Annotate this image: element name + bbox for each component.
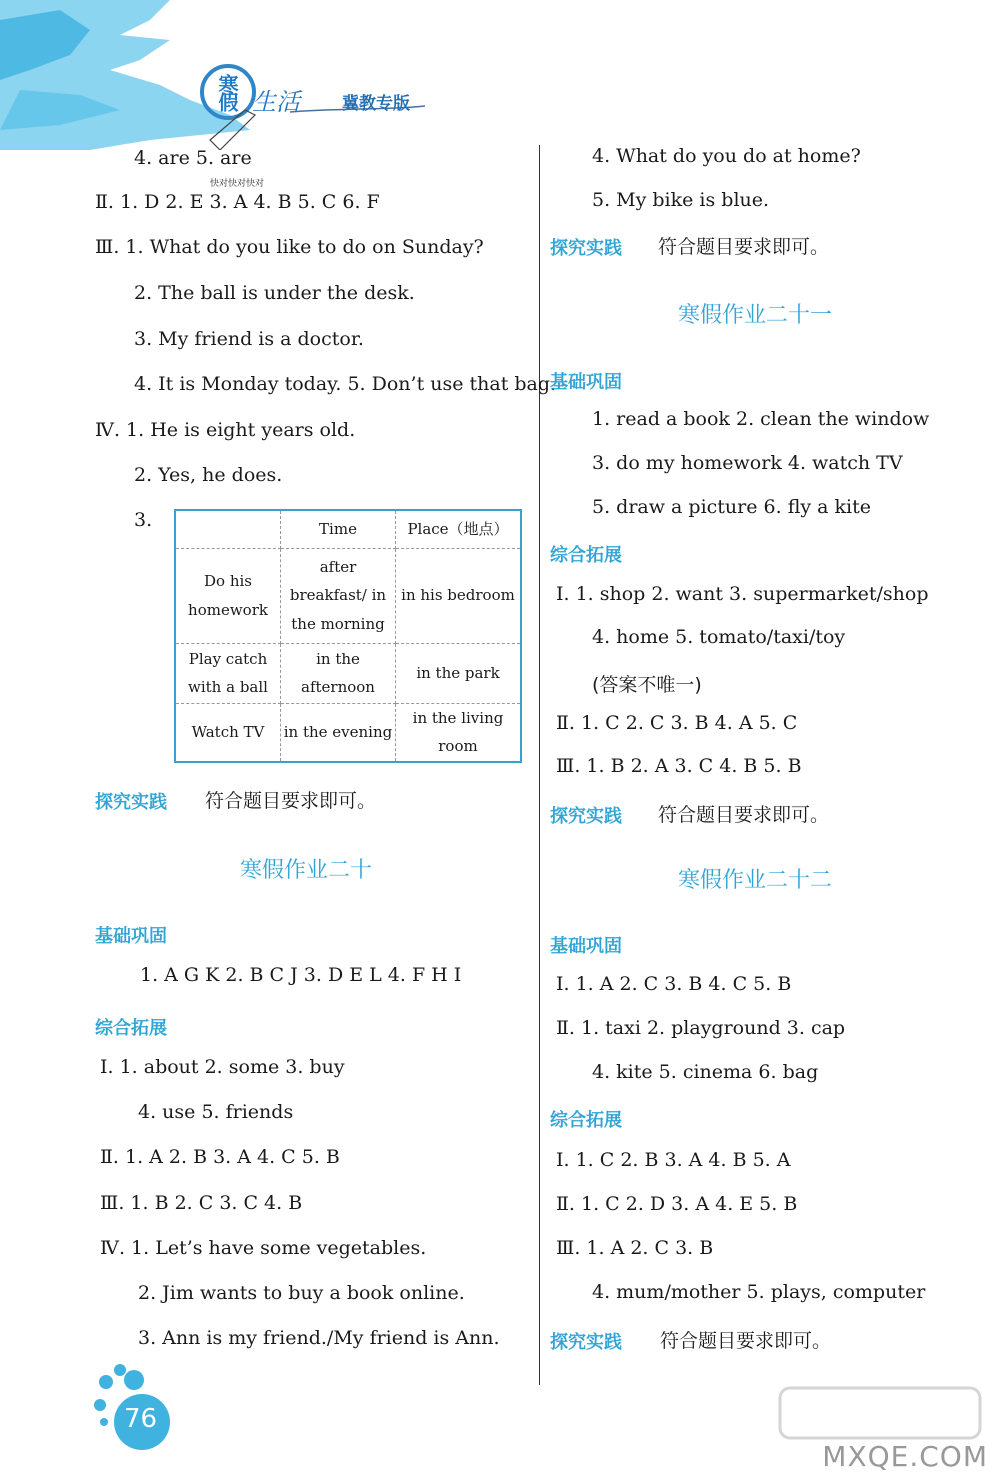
practice-label: 探究实践 xyxy=(550,1332,622,1353)
answer-line: Ⅰ. 1. A 2. C 3. B 4. C 5. B xyxy=(556,973,792,995)
answer-line: 2. Yes, he does. xyxy=(134,464,283,486)
table-cell: Watch TV xyxy=(175,703,281,762)
expand-label: 综合拓展 xyxy=(95,1018,167,1039)
practice-text: 符合题目要求即可。 xyxy=(205,790,377,812)
answer-line: 4. What do you do at home? xyxy=(592,145,861,167)
practice-label: 探究实践 xyxy=(550,806,622,827)
answer-line: 1. read a book 2. clean the window xyxy=(592,408,930,430)
page-number: 76 xyxy=(124,1404,158,1434)
answer-note: (答案不唯一) xyxy=(592,674,702,696)
table-cell: after breakfast/ in the morning xyxy=(281,548,396,643)
table-cell: in the evening xyxy=(281,703,396,762)
answer-line: Ⅲ. 1. B 2. C 3. C 4. B xyxy=(100,1192,303,1214)
schedule-table xyxy=(174,509,522,763)
table-cell: in his bedroom xyxy=(396,548,522,643)
answer-line: 2. Jim wants to buy a book online. xyxy=(138,1282,465,1304)
table-cell: in the park xyxy=(396,643,522,703)
column-divider xyxy=(539,145,540,1385)
answer-line: 5. draw a picture 6. fly a kite xyxy=(592,496,871,518)
answer-line: 4. are 5. are xyxy=(134,147,252,169)
watermark-text: MXQE.COM xyxy=(822,1440,988,1473)
answer-line: Ⅱ. 1. taxi 2. playground 3. cap xyxy=(556,1017,846,1039)
answer-line: 3. xyxy=(134,509,153,531)
answer-line: 3. Ann is my friend./My friend is Ann. xyxy=(138,1327,500,1349)
answer-line: 3. My friend is a doctor. xyxy=(134,328,364,350)
table-header-cell: Place（地点） xyxy=(396,510,522,548)
answer-line: 3. do my homework 4. watch TV xyxy=(592,452,903,474)
table-cell: Do his homework xyxy=(175,548,281,643)
practice-label: 探究实践 xyxy=(95,792,167,813)
table-row xyxy=(175,643,521,703)
answer-line: 5. My bike is blue. xyxy=(592,189,770,211)
practice-text: 符合题目要求即可。 xyxy=(660,1330,832,1352)
practice-text: 符合题目要求即可。 xyxy=(658,804,830,826)
brand-right: 生活 xyxy=(252,88,300,116)
edition-label: 冀教专版 xyxy=(342,94,410,114)
answer-line: Ⅳ. 1. Let’s have some vegetables. xyxy=(100,1237,427,1259)
answer-line: Ⅱ. 1. C 2. D 3. A 4. E 5. B xyxy=(556,1193,798,1215)
table-header-cell xyxy=(175,510,281,548)
basic-label: 基础巩固 xyxy=(550,936,622,957)
basic-label: 基础巩固 xyxy=(550,372,622,393)
table-cell: Play catch with a ball xyxy=(175,643,281,703)
answer-line: Ⅲ. 1. What do you like to do on Sunday? xyxy=(95,236,484,258)
practice-text: 符合题目要求即可。 xyxy=(658,236,830,258)
table-cell: in the living room xyxy=(396,703,522,762)
answer-line: Ⅰ. 1. C 2. B 3. A 4. B 5. A xyxy=(556,1149,791,1171)
table-row xyxy=(175,548,521,643)
table-cell: in the afternoon xyxy=(281,643,396,703)
answer-line: 4. use 5. friends xyxy=(138,1101,294,1123)
answer-line: Ⅰ. 1. about 2. some 3. buy xyxy=(100,1056,345,1078)
stamp-text: 快对快对快对 xyxy=(210,179,265,189)
table-row xyxy=(175,703,521,762)
table-header-cell: Time xyxy=(281,510,396,548)
answer-line: 4. It is Monday today. 5. Don’t use that bag. xyxy=(134,373,557,395)
practice-label: 探究实践 xyxy=(550,238,622,259)
basic-label: 基础巩固 xyxy=(95,926,167,947)
answer-line: 2. The ball is under the desk. xyxy=(134,282,415,304)
section-title: 寒假作业二十一 xyxy=(678,303,833,328)
section-title: 寒假作业二十二 xyxy=(678,868,833,893)
expand-label: 综合拓展 xyxy=(550,1110,622,1131)
answer-line: Ⅱ. 1. A 2. B 3. A 4. C 5. B xyxy=(100,1146,340,1168)
answer-line: Ⅲ. 1. B 2. A 3. C 4. B 5. B xyxy=(556,755,802,777)
answer-line: 1. A G K 2. B C J 3. D E L 4. F H I xyxy=(140,964,462,986)
answer-line: Ⅱ. 1. C 2. C 3. B 4. A 5. C xyxy=(556,712,798,734)
brand-left: 寒假 xyxy=(215,74,239,110)
expand-label: 综合拓展 xyxy=(550,545,622,566)
answer-line: Ⅳ. 1. He is eight years old. xyxy=(95,419,356,441)
answer-line: 4. home 5. tomato/taxi/toy xyxy=(592,626,846,648)
answer-line: Ⅲ. 1. A 2. C 3. B xyxy=(556,1237,714,1259)
section-title: 寒假作业二十 xyxy=(240,858,373,883)
answer-line: 4. mum/mother 5. plays, computer xyxy=(592,1281,926,1303)
answer-line: Ⅰ. 1. shop 2. want 3. supermarket/shop xyxy=(556,583,929,605)
answer-line: Ⅱ. 1. D 2. E 3. A 4. B 5. C 6. F xyxy=(95,191,380,213)
answer-line: 4. kite 5. cinema 6. bag xyxy=(592,1061,819,1083)
